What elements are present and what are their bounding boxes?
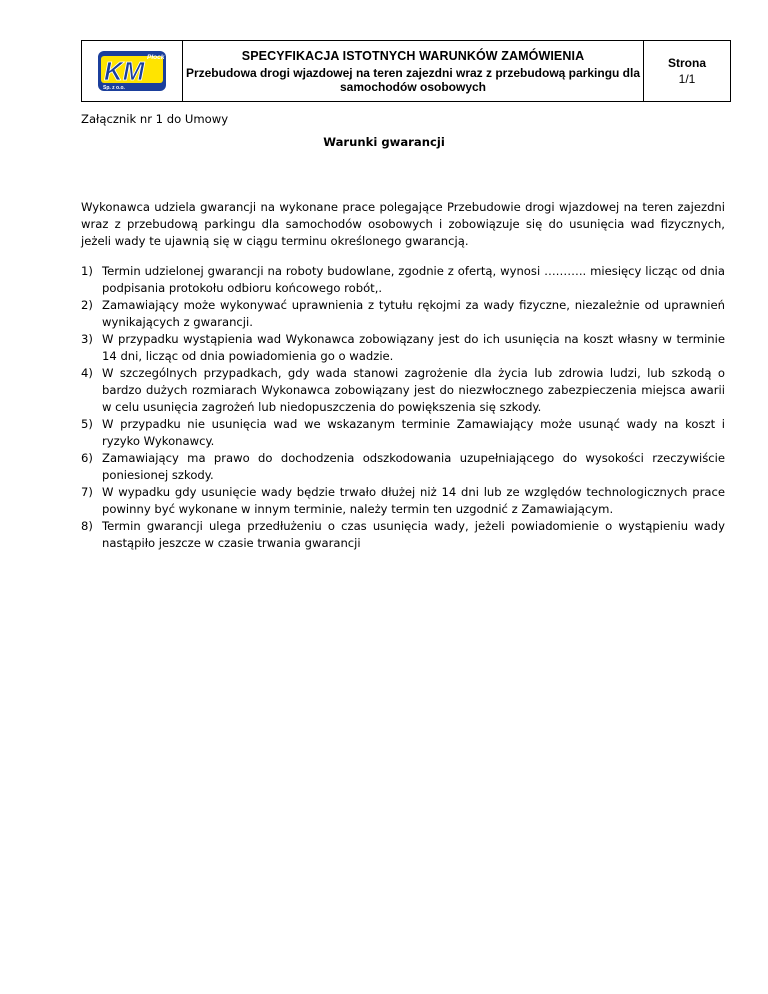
list-item [81,297,725,331]
company-logo [97,50,167,92]
list-item-number: 2) [81,298,93,312]
list-item-text: W szczególnych przypadkach, gdy wada stanowi zagrożenie dla życia lub zdrowia ludzi, lub szkodą o bardzo dużych rozmiarach Wykonawca zobowiązany jest do niezwłocznego zabezpieczenia miejsca awarii w celu usunięcia zagrożeń lub niedopuszczenia do powiększenia się szkody. [102,366,725,414]
conditions-list [81,263,725,552]
list-item [81,263,725,297]
list-item-text: W przypadku wystąpienia wad Wykonawca zobowiązany jest do ich usunięcia na koszt własny w terminie 14 dni, licząc od dnia powiadomienia go o wadzie. [102,332,725,363]
list-item [81,331,725,365]
list-item-number: 4) [81,366,93,380]
intro-paragraph: Wykonawca udziela gwarancji na wykonane prace polegające Przebudowie drogi wjazdowej na teren zajezdni wraz z przebudową parkingu dla samochodów osobowych i zobowiązuje się do usunięcia wad fizycznych, jeżeli wady te ujawnią się w ciągu terminu określonego gwarancją. [81,200,725,248]
page-number: 1/1 [678,72,696,86]
list-item-text: Zamawiający ma prawo do dochodzenia odszkodowania uzupełniającego do wysokości rzeczywiście poniesionej szkody. [102,451,725,482]
logo-small-bottom: Sp. z o.o. [103,85,125,91]
section-heading: Warunki gwarancji [323,135,445,149]
logo-small-top: Płock [147,54,165,61]
list-item-number: 5) [81,417,93,431]
list-item-text: Termin udzielonej gwarancji na roboty budowlane, zgodnie z ofertą, wynosi ……….. miesięcy licząc od dnia podpisania protokołu odbioru końcowego robót,. [102,264,725,295]
header-title-cell [183,41,644,102]
list-item-text: W wypadku gdy usunięcie wady będzie trwało dłużej niż 14 dni lub ze względów technologicznych prace powinny być wykonane w innym terminie, należy termin ten uzgodnić z Zamawiającym. [102,485,725,516]
list-item-text: Zamawiający może wykonywać uprawnienia z tytułu rękojmi za wady fizyczne, niezależnie od uprawnień wynikających z gwarancji. [102,298,725,329]
list-item [81,416,725,450]
list-item-text: W przypadku nie usunięcia wad we wskazanym terminie Zamawiający może usunąć wady na koszt i ryzyko Wykonawcy. [102,417,725,448]
list-item [81,365,725,416]
page-info-cell [644,41,731,102]
page-label: Strona [667,56,706,70]
list-item [81,484,725,518]
list-item [81,518,725,552]
document-subtitle: Przebudowa drogi wjazdowej na teren zajezdni wraz z przebudową parkingu dla samochodów osobowych [185,65,641,94]
list-item [81,450,725,484]
list-item-number: 8) [81,519,93,533]
list-item-number: 6) [81,451,93,465]
list-item-number: 7) [81,485,93,499]
list-item-number: 3) [81,332,93,346]
document-title: SPECYFIKACJA ISTOTNYCH WARUNKÓW ZAMÓWIENIA [241,48,585,63]
list-item-text: Termin gwarancji ulega przedłużeniu o czas usunięcia wady, jeżeli powiadomienie o wystąpieniu wady nastąpiło jeszcze w czasie trwania gwarancji [102,519,725,550]
document-header [81,40,731,102]
logo-cell [82,41,183,102]
list-item-number: 1) [81,264,93,278]
attachment-label: Załącznik nr 1 do Umowy [81,112,229,126]
logo-main-text: KM [104,56,145,86]
